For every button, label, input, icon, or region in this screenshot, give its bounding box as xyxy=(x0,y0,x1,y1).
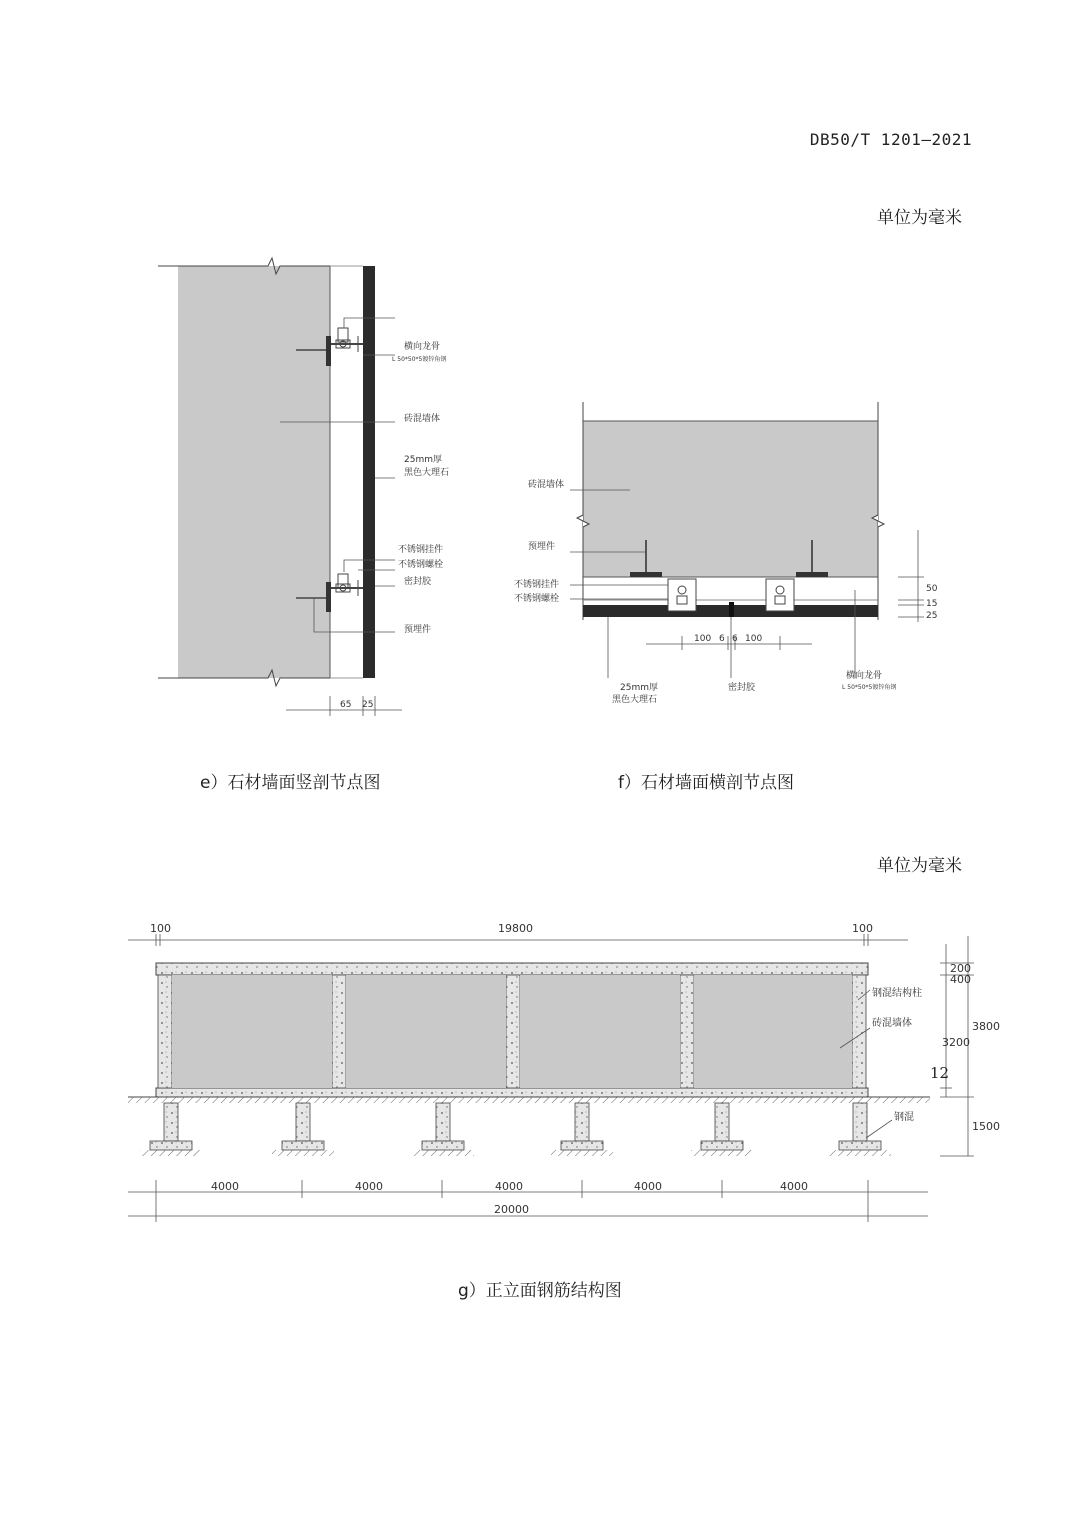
label-beam: 钢混 xyxy=(894,1112,914,1123)
label-stone-thickness-f: 25mm厚 xyxy=(620,683,658,693)
dim-3200: 3200 xyxy=(942,1036,970,1049)
label-bolt-f: 不锈钢螺栓 xyxy=(514,594,560,604)
dim-bay-5: 4000 xyxy=(780,1180,808,1193)
dim-65: 65 xyxy=(340,700,352,710)
label-keel-spec: L 50*50*5镀锌角钢 xyxy=(392,356,447,363)
caption-figure-e: e）石材墙面竖剖节点图 xyxy=(200,773,381,793)
dim-bay-1: 4000 xyxy=(211,1180,239,1193)
dim-400: 400 xyxy=(950,973,971,986)
dim-25: 25 xyxy=(362,700,374,710)
label-keel-spec-f: L 50*50*5镀锌角钢 xyxy=(842,684,897,691)
dim-1500: 1500 xyxy=(972,1120,1000,1133)
dim-200: 200 xyxy=(950,962,971,975)
dim-bay-4: 4000 xyxy=(634,1180,662,1193)
label-column: 钢混结构柱 xyxy=(872,988,922,999)
label-keel-f: 横向龙骨 xyxy=(846,671,883,681)
dim-top-19800: 19800 xyxy=(498,922,533,935)
dim-bay-2: 4000 xyxy=(355,1180,383,1193)
ground-surface xyxy=(128,1097,930,1103)
label-stone-type: 黑色大理石 xyxy=(404,468,450,478)
label-embed: 预埋件 xyxy=(404,625,432,635)
label-stone-thickness: 25mm厚 xyxy=(404,455,442,465)
label-wall: 砖混墙体 xyxy=(404,414,441,424)
label-sealant: 密封胶 xyxy=(404,577,432,587)
label-wall-g: 砖混墙体 xyxy=(872,1018,912,1029)
dim-total: 20000 xyxy=(494,1203,529,1216)
dim-25-f: 25 xyxy=(926,611,938,621)
unit-note-bottom: 单位为毫米 xyxy=(877,856,962,876)
label-keel: 横向龙骨 xyxy=(404,342,441,352)
dim-6-left: 6 xyxy=(719,634,725,644)
label-embed-f: 预埋件 xyxy=(528,542,556,552)
ground-beam xyxy=(156,1088,868,1097)
label-wall-f: 砖混墙体 xyxy=(528,480,565,490)
label-stone-type-f: 黑色大理石 xyxy=(612,695,658,705)
top-dimension-line xyxy=(128,934,908,946)
dim-3800: 3800 xyxy=(972,1020,1000,1033)
dim-top-100-right: 100 xyxy=(852,922,873,935)
dim-top-100-left: 100 xyxy=(150,922,171,935)
label-hanger: 不锈钢挂件 xyxy=(398,545,444,555)
unit-note-top: 单位为毫米 xyxy=(877,208,962,228)
label-hanger-f: 不锈钢挂件 xyxy=(514,580,560,590)
dim-100-right: 100 xyxy=(745,634,763,644)
top-beam xyxy=(156,963,868,975)
dim-6-right: 6 xyxy=(732,634,738,644)
dim-15: 15 xyxy=(926,599,938,609)
dim-50: 50 xyxy=(926,584,938,594)
label-bolt: 不锈钢螺栓 xyxy=(398,560,444,570)
caption-figure-g: g）正立面钢筋结构图 xyxy=(458,1281,622,1301)
label-sealant-f: 密封胶 xyxy=(728,683,756,693)
dim-bay-3: 4000 xyxy=(495,1180,523,1193)
page-number: 12 xyxy=(930,1064,950,1082)
document-code: DB50/T 1201—2021 xyxy=(809,130,972,149)
dim-100-left: 100 xyxy=(694,634,712,644)
piers xyxy=(140,1103,891,1156)
caption-figure-f: f）石材墙面横剖节点图 xyxy=(618,773,794,793)
